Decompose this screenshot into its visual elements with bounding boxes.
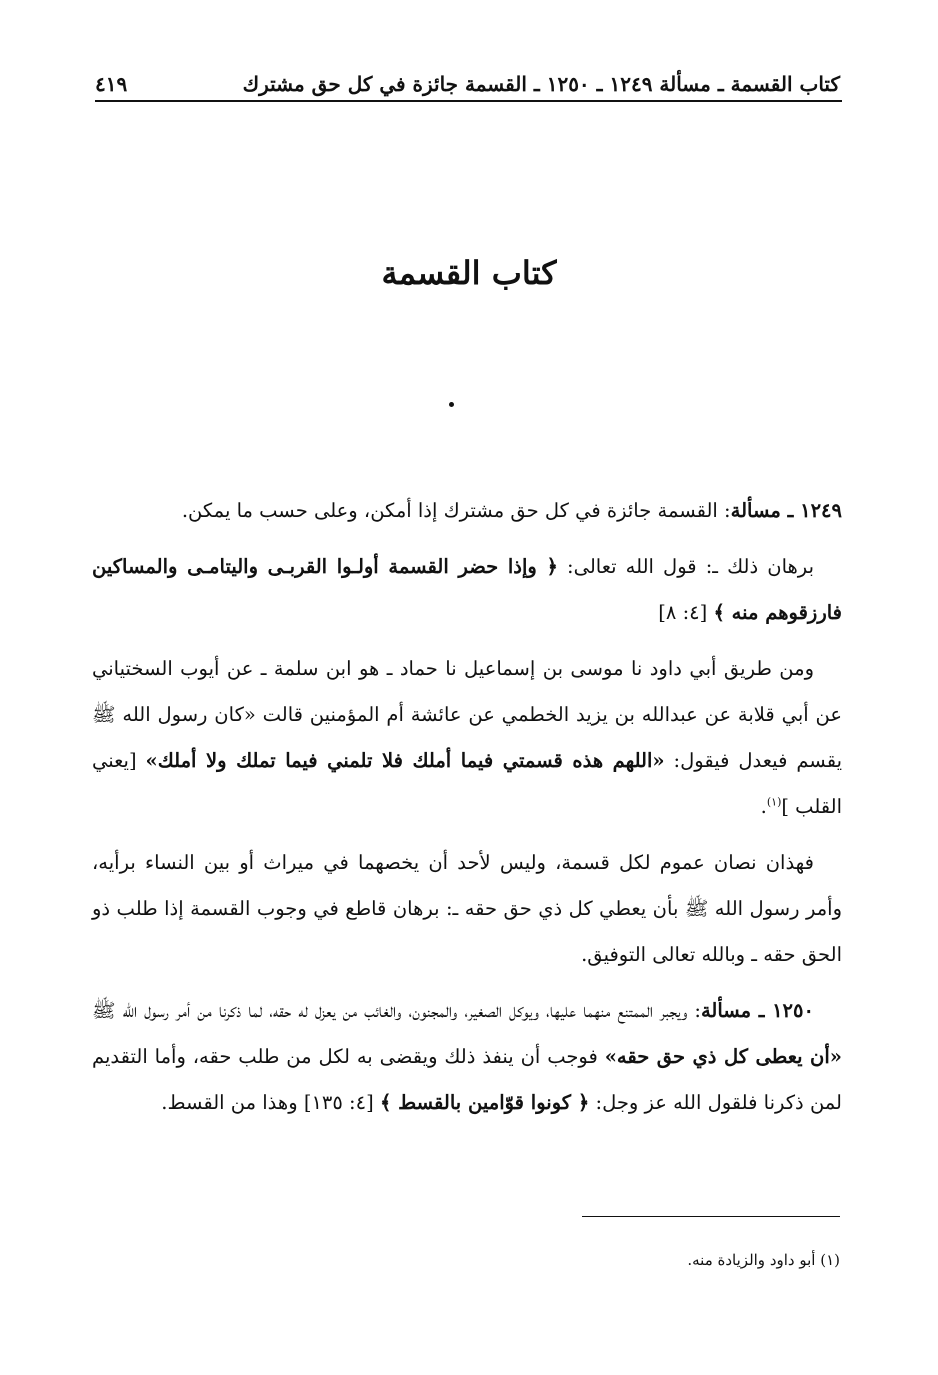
running-header — [95, 56, 840, 96]
hadith-paragraph — [92, 646, 842, 830]
header-divider — [95, 100, 842, 102]
proof-paragraph — [92, 544, 842, 636]
footnote-marker: (١) — [766, 795, 782, 809]
issue-label: مسألة — [700, 999, 752, 1022]
hadith-text: «اللهم هذه قسمتي فيما أملك فلا تلمني فيما تملك ولا أملك» — [145, 749, 665, 772]
issue-1249-paragraph — [92, 488, 842, 534]
issue-label: مسألة — [730, 499, 781, 522]
ornament-dot — [449, 402, 454, 407]
issue-text-after-quote: فوجب أن ينفذ ذلك ويقضى به لكل من طلب حقه، وأما التقديم لمن ذكرنا فلقول الله عز وجل: — [92, 1045, 842, 1114]
conclusion-paragraph: فهذان نصان عموم لكل قسمة، وليس لأحد أن يخصهما في ميراث أو بين النساء برأيه، وأمر رسول الله ﷺ بأن يعطي كل ذي حق حقه ـ: برهان قاطع في وجوب القسمة إذا طلب ذو الحق حقه ـ وبالله تعالى التوفيق. — [92, 851, 842, 966]
page-number: ٤١٩ — [95, 72, 128, 96]
verse-reference: [٤: ١٣٥] — [303, 1091, 380, 1114]
issue-1250-paragraph — [92, 988, 842, 1126]
footnote-divider — [582, 1216, 840, 1217]
running-title: كتاب القسمة ـ مسألة ١٢٤٩ ـ ١٢٥٠ ـ القسمة جائزة في كل حق مشترك — [242, 72, 840, 96]
issue-text-before-quote: : ويجبر الممتنع منهما عليها، ويوكل الصغير، والمجنون، والغائب من يعزل له حقه، لما ذكرنا من أمر رسول الله ﷺ — [92, 999, 701, 1022]
issue-number: ١٢٤٩ — [800, 499, 842, 522]
book-title: كتاب القسمة — [381, 254, 557, 292]
quran-verse: ﴿ كونوا قوّامين بالقسط ﴾ — [379, 1091, 590, 1114]
issue-statement: : القسمة جائزة في كل حق مشترك إذا أمكن، وعلى حسب ما يمكن. — [181, 499, 731, 522]
issue-dash: ـ — [751, 999, 773, 1022]
issue-number: ١٢٥٠ — [772, 999, 814, 1022]
footnote: (١) أبو داود والزيادة منه. — [687, 1251, 840, 1269]
issue-end: وهذا من القسط. — [161, 1091, 304, 1114]
verse-reference: [٤: ٨] — [658, 601, 714, 624]
hadith-note: [يعني القلب ] — [92, 749, 842, 818]
quran-verse: ﴿ وإذا حضر القسمة أولـوا القربـى واليتامـى والمساكين فارزقوهم منه ﴾ — [92, 555, 842, 624]
issue-dash: ـ — [780, 499, 801, 522]
hadith-end: . — [760, 795, 767, 818]
proof-intro: برهان ذلك ـ: قول الله تعالى: — [557, 555, 814, 578]
hadith-isnad: ومن طريق أبي داود نا موسى بن إسماعيل نا حماد ـ هو ابن سلمة ـ عن أيوب السختياني عن أبي قلابة عن عبدالله بن يزيد الخطمي عن عائشة أم المؤمنين قالت «كان رسول الله ﷺ يقسم فيعدل فيقول: — [92, 657, 842, 772]
body-text — [92, 488, 842, 1136]
hadith-quote: «أن يعطى كل ذي حق حقه» — [604, 1045, 842, 1068]
